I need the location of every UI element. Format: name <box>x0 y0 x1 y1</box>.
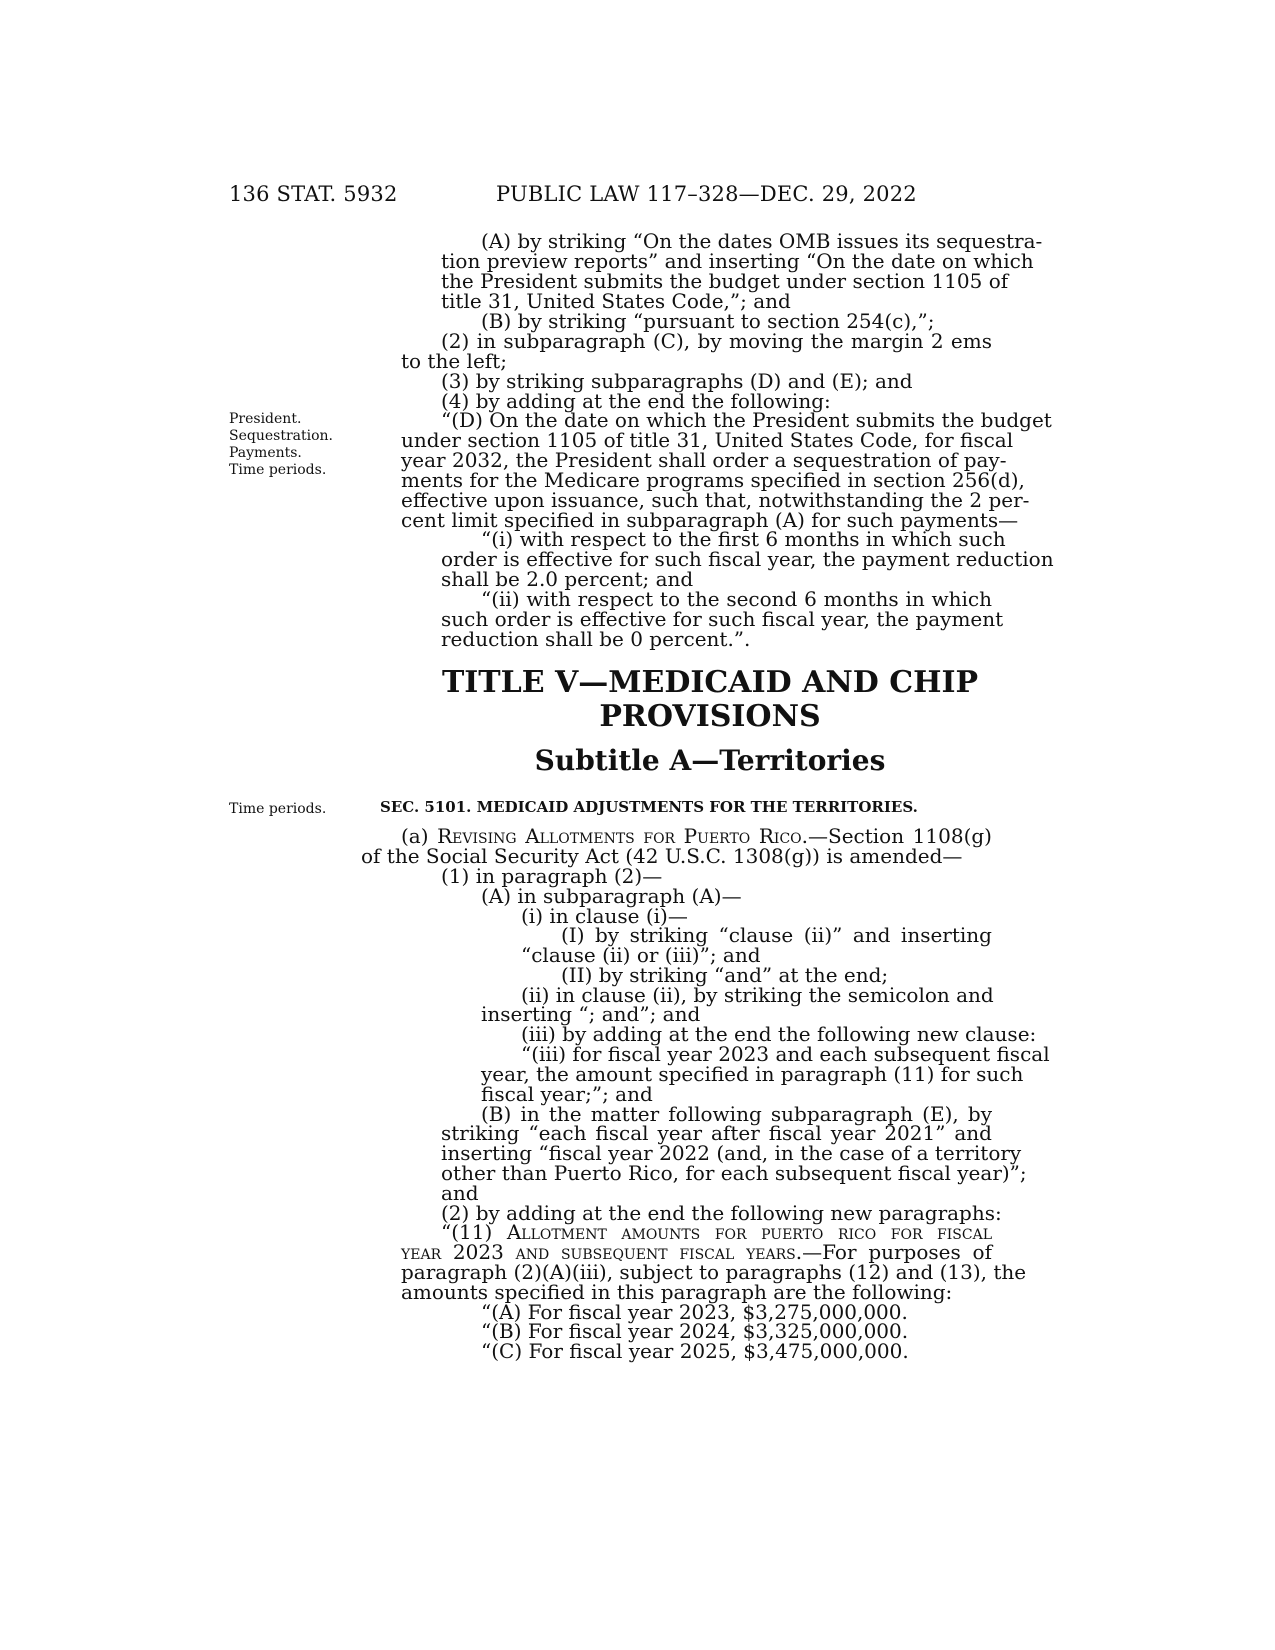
page-stat-number: 136 STAT. 5932 <box>229 182 398 206</box>
text-line: shall be 2.0 percent; and <box>441 567 694 591</box>
text-line: year, the amount specified in paragraph (11) for such <box>481 1062 1024 1086</box>
text-line: such order is effective for such fiscal year, the payment <box>441 607 1004 631</box>
text-line: (B) in the matter following subparagraph (E), by <box>481 1102 992 1126</box>
margin-note: Payments. <box>229 445 302 461</box>
text-line: (II) by striking “and” at the end; <box>561 963 889 987</box>
text-line: amounts specified in this paragraph are the following: <box>401 1280 953 1304</box>
text-line: tion preview reports” and inserting “On the date on which <box>441 249 1034 273</box>
text-line: “(C) For fiscal year 2025, $3,475,000,000. <box>481 1339 909 1363</box>
section-heading: SEC. 5101. MEDICAID ADJUSTMENTS FOR THE TERRITORIES. <box>380 798 918 816</box>
text-line: (B) by striking “pursuant to section 254(c),”; <box>481 309 935 333</box>
text-line: (ii) in clause (ii), by striking the semicolon and <box>521 983 994 1007</box>
text-line: ments for the Medicare programs specified in section 256(d), <box>401 468 1025 492</box>
text-line: reduction shall be 0 percent.”. <box>441 627 751 651</box>
title-line-1: TITLE V—MEDICAID AND CHIP <box>441 665 979 700</box>
subtitle-heading: Subtitle A—Territories <box>534 744 886 777</box>
margin-note-group-2 <box>229 801 326 818</box>
text-line: paragraph (2)(A)(iii), subject to paragraphs (12) and (13), the <box>401 1260 1027 1284</box>
text-line: title 31, United States Code,”; and <box>441 289 791 313</box>
margin-note: President. <box>229 411 302 427</box>
text-line: other than Puerto Rico, for each subsequent fiscal year)”; <box>441 1161 1027 1185</box>
subsection-a-heading: Revising Allotments for Puerto Rico. <box>437 824 808 848</box>
running-header: PUBLIC LAW 117–328—DEC. 29, 2022 <box>496 182 917 206</box>
text-run: —Section 1108(g) <box>808 824 992 848</box>
margin-note: Time periods. <box>229 462 327 478</box>
text-line: year 2032, the President shall order a sequestration of pay- <box>401 448 1007 472</box>
text-line: “(D) On the date on which the President submits the budget <box>441 408 1052 432</box>
paragraph-11-heading: year 2023 and subsequent fiscal years. <box>401 1240 803 1264</box>
title-heading <box>380 666 1040 734</box>
text-line: under section 1105 of title 31, United States Code, for fiscal <box>401 428 1014 452</box>
text-line: (1) in paragraph (2)— <box>441 864 663 888</box>
text-line: order is effective for such fiscal year, the payment reduction <box>441 547 1054 571</box>
text-line: “(B) For fiscal year 2024, $3,325,000,000. <box>481 1319 909 1343</box>
subsection-a-line <box>401 826 992 846</box>
text-line: (I) by striking “clause (ii)” and inserting <box>561 923 992 947</box>
paragraph-11-heading: Allotment amounts for puerto rico for fiscal <box>506 1220 992 1244</box>
text-line: “(i) with respect to the first 6 months in which such <box>481 527 1006 551</box>
margin-note: Time periods. <box>229 801 327 817</box>
text-line: “(A) For fiscal year 2023, $3,275,000,000. <box>481 1300 908 1324</box>
text-line: (4) by adding at the end the following: <box>441 389 831 413</box>
text-line: striking “each fiscal year after fiscal year 2021” and <box>441 1121 992 1145</box>
text-line: “clause (ii) or (iii)”; and <box>521 943 761 967</box>
text-run: —For purposes of <box>802 1240 992 1264</box>
text-line: cent limit specified in subparagraph (A) for such payments— <box>401 508 1019 532</box>
text-line: (iii) by adding at the end the following new clause: <box>521 1022 1037 1046</box>
text-line: (A) by striking “On the dates OMB issues its sequestra- <box>481 229 1043 253</box>
text-line: and <box>441 1181 479 1205</box>
text-line: of the Social Security Act (42 U.S.C. 1308(g)) is amended— <box>361 844 963 868</box>
text-run: “(11) <box>441 1220 507 1244</box>
text-line: (3) by striking subparagraphs (D) and (E); and <box>441 369 913 393</box>
margin-note-group-1 <box>229 411 333 479</box>
margin-note: Sequestration. <box>229 428 333 444</box>
text-line: “(iii) for fiscal year 2023 and each subsequent fiscal <box>521 1042 1050 1066</box>
text-run: (a) <box>401 824 438 848</box>
text-line: fiscal year;”; and <box>481 1082 653 1106</box>
paragraph-11-line-2 <box>401 1242 992 1262</box>
paragraph-11-line-1 <box>441 1222 992 1242</box>
text-line: (A) in subparagraph (A)— <box>481 884 742 908</box>
text-line: (i) in clause (i)— <box>521 904 688 928</box>
text-line: inserting “; and”; and <box>481 1002 701 1026</box>
text-line: (2) by adding at the end the following new paragraphs: <box>441 1201 1002 1225</box>
text-line: to the left; <box>401 349 507 373</box>
text-line: the President submits the budget under section 1105 of <box>441 269 1009 293</box>
title-line-2: PROVISIONS <box>599 699 821 734</box>
text-line: effective upon issuance, such that, notwithstanding the 2 per- <box>401 488 1030 512</box>
text-line: inserting “fiscal year 2022 (and, in the case of a territory <box>441 1141 1022 1165</box>
text-line: (2) in subparagraph (C), by moving the margin 2 ems <box>441 329 992 353</box>
text-line: “(ii) with respect to the second 6 months in which <box>481 587 992 611</box>
